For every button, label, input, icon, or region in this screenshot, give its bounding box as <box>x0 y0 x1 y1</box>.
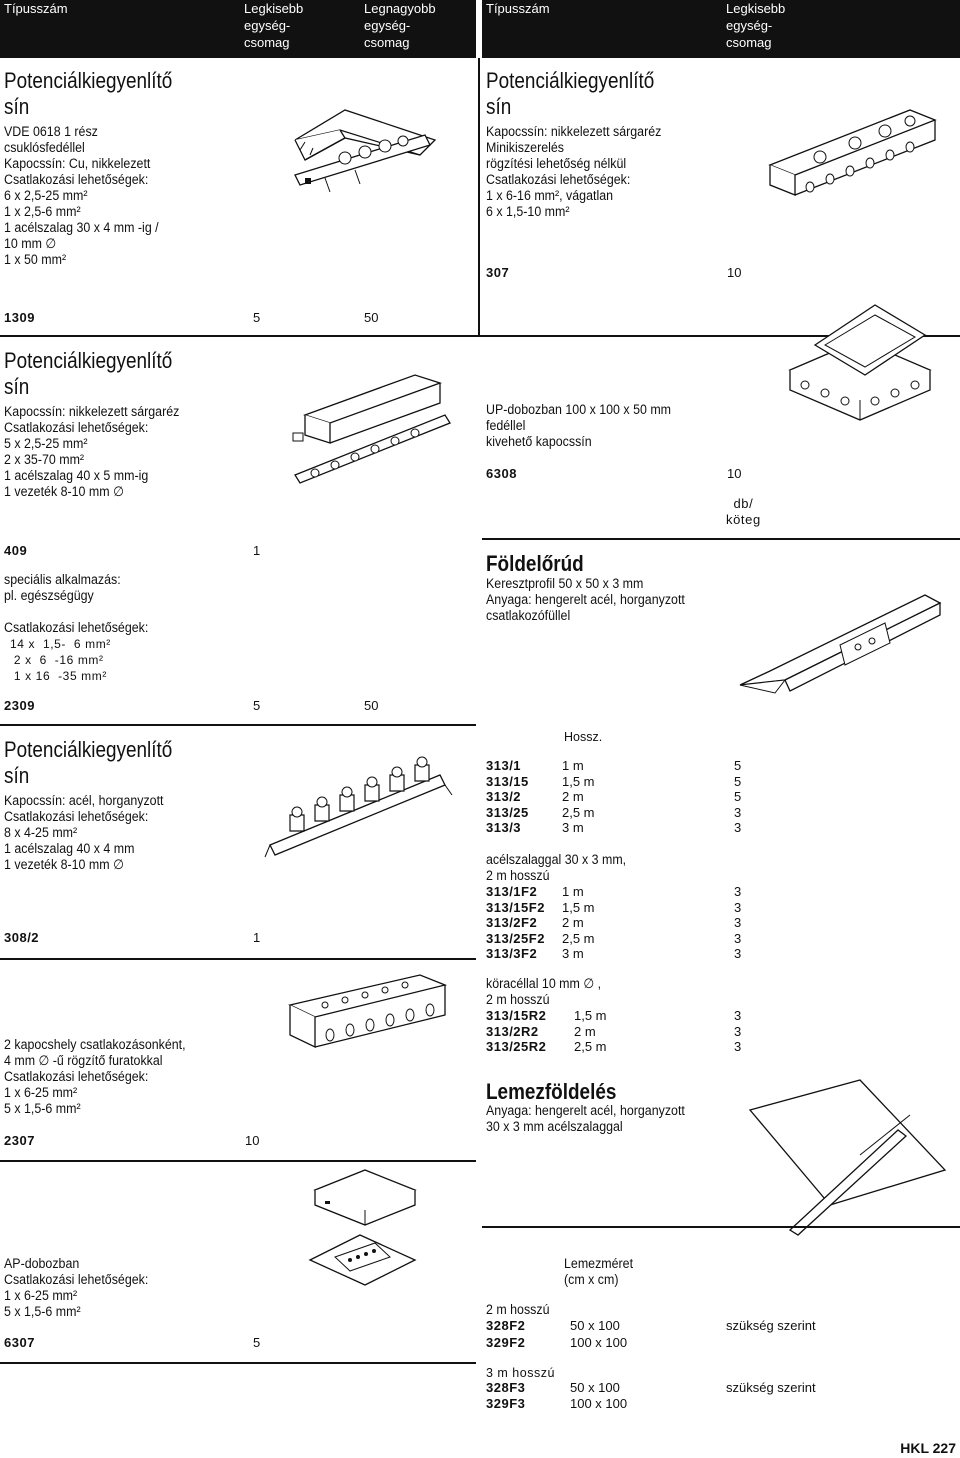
earth-plate-image <box>730 1070 950 1235</box>
cell-code: 313/2 <box>486 789 522 804</box>
cell-qty: 3 <box>734 930 742 946</box>
product-code-6308: 6308 <box>486 466 517 481</box>
product-title-307: Potenciálkiegyenlítő sín <box>486 68 655 119</box>
cell-size: 100 x 100 <box>570 1335 628 1350</box>
column-separator <box>478 58 480 335</box>
product-rows-2309: 14 x 1,5- 6 mm² 2 x 6 -16 mm² 1 x 16 -35 mm² <box>10 637 111 683</box>
product-max-2309: 50 <box>364 698 379 713</box>
section-desc-foldelorud: Keresztprofil 50 x 50 x 3 mm Anyaga: hengerelt acél, horganyzott csatlakozófüllel <box>486 576 685 623</box>
cell-code: 313/15 <box>486 773 529 789</box>
cell-qty: 3 <box>734 820 742 835</box>
cell-code: 313/1F2 <box>486 884 538 899</box>
cell-qty: szükség szerint <box>726 1318 816 1333</box>
cell-code: 313/25R2 <box>486 1039 547 1054</box>
product-min-1309: 5 <box>253 310 261 325</box>
cell-len: 1,5 m <box>574 1008 607 1023</box>
cell-code: 329F2 <box>486 1335 526 1350</box>
earth-rod-image <box>730 575 950 710</box>
cell-qty: 3 <box>734 1008 742 1023</box>
product-image-308-2 <box>260 745 460 865</box>
cell-code: 313/2F2 <box>486 915 538 930</box>
divider <box>0 1362 476 1364</box>
product-code-6307: 6307 <box>4 1335 35 1350</box>
product-title-308-2: Potenciálkiegyenlítő sín <box>4 737 173 788</box>
plate-table-2m <box>486 1318 946 1352</box>
header-min-pack-right: Legkisebb egység- csomag <box>726 1 786 50</box>
cell-len: 2 m <box>562 789 584 804</box>
cell-len: 1 m <box>562 884 584 899</box>
divider <box>482 538 960 540</box>
cell-code: 313/25F2 <box>486 930 545 946</box>
cell-code: 313/2R2 <box>486 1023 539 1039</box>
product-min-6308: 10 <box>727 466 742 481</box>
header-max-pack: Legnagyobb egység- csomag <box>364 1 436 50</box>
cell-code: 313/15F2 <box>486 899 545 915</box>
cell-code: 313/25 <box>486 804 529 820</box>
divider <box>0 1160 476 1162</box>
product-image-6307 <box>300 1165 430 1295</box>
plate-table-3m <box>486 1380 946 1414</box>
section-title-lemez: Lemezföldelés <box>486 1079 617 1104</box>
divider <box>0 958 476 960</box>
cell-qty: 3 <box>734 946 742 961</box>
cell-qty: 5 <box>734 758 742 773</box>
cell-qty: 5 <box>734 789 742 804</box>
cell-len: 2 m <box>562 915 584 930</box>
product-min-308-2: 1 <box>253 930 261 945</box>
product-desc-6307: AP-dobozban Csatlakozási lehetőségek: 1 x 6-25 mm² 5 x 1,5-6 mm² <box>4 1256 149 1319</box>
cell-qty: 3 <box>734 1023 742 1039</box>
cell-qty: 5 <box>734 773 742 789</box>
cell-code: 313/1 <box>486 758 522 773</box>
cell-code: 329F3 <box>486 1396 526 1411</box>
cell-code: 313/15R2 <box>486 1008 547 1023</box>
cell-qty: 3 <box>734 915 742 930</box>
product-min-2309: 5 <box>253 698 261 713</box>
product-desc1-2309: speciális alkalmazás: pl. egészségügy <box>4 572 121 603</box>
rod-table <box>486 758 766 838</box>
page-number: HKL 227 <box>900 1440 956 1456</box>
cell-len: 2,5 m <box>562 804 595 820</box>
plate-group-3m: 3 m hosszú <box>486 1366 555 1380</box>
header-type-no: Típusszám <box>4 1 68 16</box>
cell-qty: 3 <box>734 884 742 899</box>
cell-qty: 3 <box>734 1039 742 1054</box>
unit-note: db/ köteg <box>726 496 761 527</box>
cell-len: 2 m <box>574 1023 596 1039</box>
cell-len: 1 m <box>562 758 584 773</box>
product-code-1309: 1309 <box>4 310 35 325</box>
cell-qty: 3 <box>734 804 742 820</box>
plate-group-2m: 2 m hosszú <box>486 1302 550 1317</box>
section-desc-lemez: Anyaga: hengerelt acél, horganyzott 30 x 3 mm acélszalaggal <box>486 1103 685 1134</box>
product-min-409: 1 <box>253 543 261 558</box>
product-desc-308-2: Kapocssín: acél, horganyzott Csatlakozási lehetőségek: 8 x 4-25 mm² 1 acélszalag 40 x 4 mm 1 vezeték 8-10 mm ∅ <box>4 793 164 872</box>
product-title-1309: Potenciálkiegyenlítő sín <box>4 68 173 119</box>
header-bar-left <box>0 0 476 58</box>
product-min-6307: 5 <box>253 1335 261 1350</box>
cell-len: 1,5 m <box>562 773 595 789</box>
length-header: Hossz. <box>564 730 603 744</box>
product-image-2307 <box>270 965 455 1065</box>
product-desc-2307: 2 kapocshely csatlakozásonként, 4 mm ∅ -ű rögzítő furatokkal Csatlakozási lehetőségek: 1 x 6-25 mm² 5 x 1,5-6 mm² <box>4 1037 186 1116</box>
product-code-409: 409 <box>4 543 28 558</box>
rod-table-r2 <box>486 1008 766 1058</box>
cell-code: 328F3 <box>486 1380 526 1395</box>
header-type-no-right: Típusszám <box>486 1 550 16</box>
rod-table-f2 <box>486 884 766 964</box>
product-desc-409: Kapocssín: nikkelezett sárgaréz Csatlakozási lehetőségek: 5 x 2,5-25 mm² 2 x 35-70 mm² 1 acélszalag 40 x 5 mm-ig 1 vezeték 8-10 mm ∅ <box>4 404 180 499</box>
product-max-1309: 50 <box>364 310 379 325</box>
header-bar-right <box>482 0 960 58</box>
cell-len: 2,5 m <box>574 1039 607 1054</box>
cell-len: 1,5 m <box>562 899 595 915</box>
product-code-308-2: 308/2 <box>4 930 40 945</box>
subsection-f2-title: acélszalaggal 30 x 3 mm, 2 m hosszú <box>486 852 627 883</box>
product-image-307 <box>760 95 950 205</box>
cell-qty: 3 <box>734 899 742 915</box>
divider <box>0 724 476 726</box>
divider <box>482 1226 960 1228</box>
cell-qty: szükség szerint <box>726 1380 816 1395</box>
product-code-2309: 2309 <box>4 698 35 713</box>
cell-code: 313/3 <box>486 820 522 835</box>
subsection-r2-title: köracéllal 10 mm ∅ , 2 m hosszú <box>486 976 602 1007</box>
product-desc-6308: UP-dobozban 100 x 100 x 50 mm fedéllel kivehető kapocssín <box>486 402 672 449</box>
product-code-2307: 2307 <box>4 1133 35 1148</box>
cell-size: 50 x 100 <box>570 1380 620 1395</box>
product-title-409: Potenciálkiegyenlítő sín <box>4 348 173 399</box>
product-desc-307: Kapocssín: nikkelezett sárgaréz Minikiszerelés rögzítési lehetőség nélkül Csatlakozási lehetőségek: 1 x 6-16 mm², vágatlan 6 x 1,5-10 mm² <box>486 124 662 219</box>
product-image-409 <box>285 365 465 495</box>
plate-size-header: Lemezméret (cm x cm) <box>564 1256 634 1287</box>
product-desc-1309: VDE 0618 1 rész csuklósfedéllel Kapocssín: Cu, nikkelezett Csatlakozási lehetőségek: 6 x 2,5-25 mm² 1 x 2,5-6 mm² 1 acélszalag 30 x 4 mm -ig / 10 mm ∅ 1 x 50 mm² <box>4 124 159 267</box>
product-image-1309 <box>285 100 455 200</box>
cell-size: 100 x 100 <box>570 1396 628 1411</box>
section-title-foldelorud: Földelőrúd <box>486 551 584 576</box>
header-min-pack: Legkisebb egység- csomag <box>244 1 304 50</box>
cell-code: 313/3F2 <box>486 946 538 961</box>
product-min-307: 10 <box>727 265 742 280</box>
product-code-307: 307 <box>486 265 510 280</box>
cell-len: 3 m <box>562 820 584 835</box>
cell-size: 50 x 100 <box>570 1318 620 1333</box>
cell-len: 2,5 m <box>562 930 595 946</box>
product-image-6308 <box>775 300 945 425</box>
product-desc2-2309: Csatlakozási lehetőségek: <box>4 620 149 635</box>
cell-len: 3 m <box>562 946 584 961</box>
cell-code: 328F2 <box>486 1318 526 1333</box>
product-min-2307: 10 <box>245 1133 260 1148</box>
